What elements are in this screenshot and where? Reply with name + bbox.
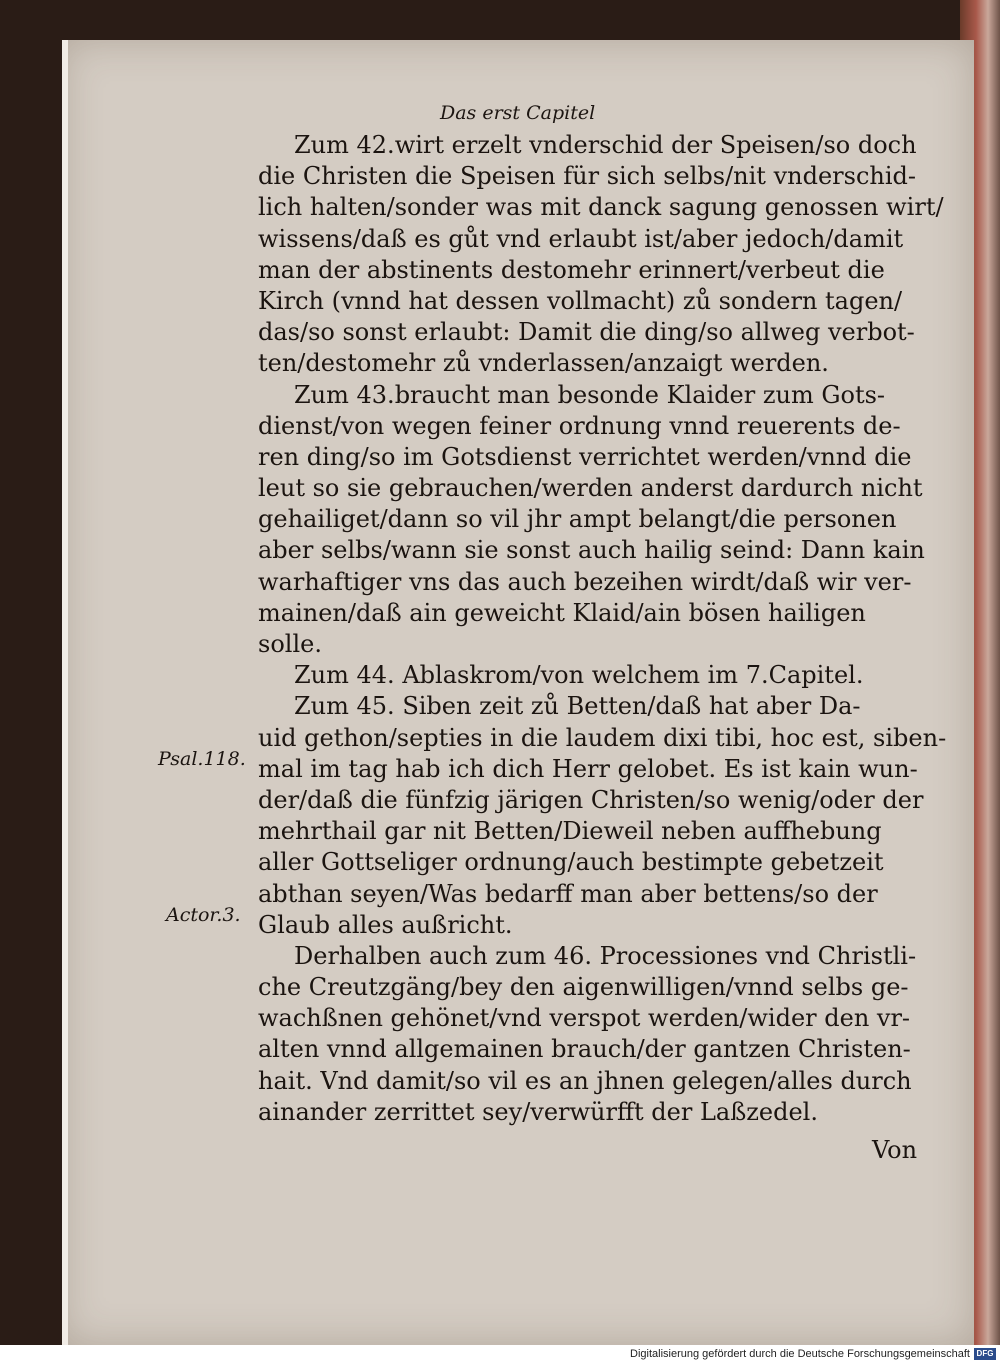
text-line: solle. xyxy=(258,630,322,658)
text-line: Kirch (vnnd hat dessen vollmacht) zů sondern tagen/ xyxy=(258,286,903,315)
text-line: mal im tag hab ich dich Herr gelobet. Es ist kain wun- xyxy=(258,754,918,783)
text-line: Zum 45. Siben zeit zů Betten/daß hat aber Da- xyxy=(294,692,861,721)
page-body-text xyxy=(258,130,947,1128)
text-line: aller Gottseliger ordnung/auch bestimpte gebetzeit xyxy=(258,848,884,877)
running-head: Das erst Capitel xyxy=(440,102,596,124)
text-line: Zum 42.wirt erzelt vnderschid der Speisen/so doch xyxy=(294,131,917,159)
dfg-logo-icon: DFG xyxy=(974,1348,996,1360)
text-line: che Creutzgäng/bey den aigenwilligen/vnnd selbs ge- xyxy=(258,973,909,1002)
text-line: der/daß die fünfzig järigen Christen/so wenig/oder der xyxy=(258,785,924,814)
text-line: mehrthail gar nit Betten/Dieweil neben auffhebung xyxy=(258,817,882,846)
text-line: ainander zerrittet sey/verwürfft der Laßzedel. xyxy=(258,1097,818,1126)
page-edge xyxy=(62,40,68,1345)
text-line: man der abstinents destomehr erinnert/verbeut die xyxy=(258,255,885,284)
text-line: gehailiget/dann so vil jhr ampt belangt/die personen xyxy=(258,505,897,534)
text-line: Zum 43.braucht man besonde Klaider zum Gots- xyxy=(294,380,886,409)
text-line: warhaftiger vns das auch bezeihen wirdt/daß wir ver- xyxy=(258,567,912,596)
text-line: abthan seyen/Was bedarff man aber bettens/so der xyxy=(258,879,878,908)
text-line: lich halten/sonder was mit danck sagung genossen wirt/ xyxy=(258,193,944,222)
footer-bar xyxy=(0,1345,1000,1364)
text-line: alten vnnd allgemainen brauch/der gantzen Christen- xyxy=(258,1035,911,1064)
text-line: Zum 44. Ablaskrom/von welchem im 7.Capitel. xyxy=(294,661,864,690)
marginal-note-psalm: Psal.118. xyxy=(158,748,246,770)
text-line: das/so sonst erlaubt: Damit die ding/so allweg verbot- xyxy=(258,318,915,347)
text-line: dienst/von wegen feiner ordnung vnnd reuerents de- xyxy=(258,411,901,440)
text-line: hait. Vnd damit/so vil es an jhnen gelegen/alles durch xyxy=(258,1066,912,1095)
text-line: Derhalben auch zum 46. Processiones vnd Christli- xyxy=(294,941,917,970)
footer-credit: Digitalisierung gefördert durch die Deutsche Forschungsgemeinschaft xyxy=(630,1348,970,1360)
text-line: die Christen die Speisen für sich selbs/nit vnderschid- xyxy=(258,162,916,191)
text-line: Glaub alles außricht. xyxy=(258,910,513,939)
text-line: leut so sie gebrauchen/werden anderst dardurch nicht xyxy=(258,474,923,503)
marginal-note-actor: Actor.3. xyxy=(166,904,241,926)
text-line: ten/destomehr zů vnderlassen/anzaigt werden. xyxy=(258,349,829,378)
text-line: mainen/daß ain geweicht Klaid/ain bösen hailigen xyxy=(258,598,866,627)
text-line: uid gethon/septies in die laudem dixi tibi, hoc est, siben- xyxy=(258,723,947,752)
text-line: aber selbs/wann sie sonst auch hailig seind: Dann kain xyxy=(258,536,925,565)
text-line: wissens/daß es gůt vnd erlaubt ist/aber jedoch/damit xyxy=(258,224,904,253)
text-line: ren ding/so im Gotsdienst verrichtet werden/vnnd die xyxy=(258,442,912,471)
text-line: wachßnen gehönet/vnd verspot werden/wider den vr- xyxy=(258,1004,911,1033)
catchword: Von xyxy=(872,1136,918,1164)
